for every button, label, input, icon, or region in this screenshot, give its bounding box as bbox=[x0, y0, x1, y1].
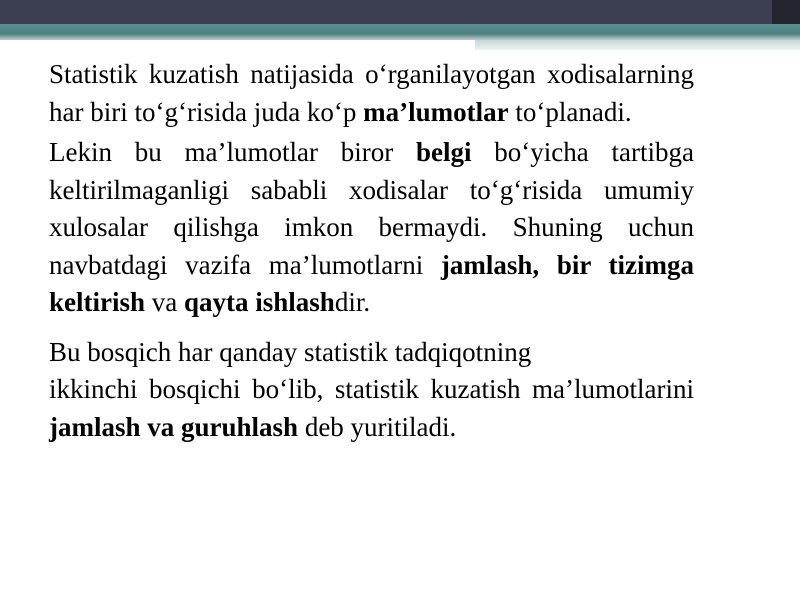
paragraph-second-stage bbox=[49, 371, 694, 446]
paragraph-2-text-1: Lekin bu ma’lumotlar biror bbox=[49, 137, 417, 167]
slide-top-bar bbox=[0, 0, 800, 24]
paragraph-1-text: Statistik kuzatish natijasida o‘rganilayotgan xodisalarning har biri to‘g‘risida juda ko‘p bbox=[49, 59, 694, 127]
paragraph-1-tail: to‘planadi. bbox=[508, 96, 632, 127]
paragraph-stage bbox=[49, 334, 694, 372]
slide-accent-tab bbox=[475, 40, 800, 50]
paragraph-collection bbox=[49, 56, 694, 131]
paragraph-processing bbox=[49, 134, 694, 322]
paragraph-2-bold-belgi: belgi bbox=[416, 137, 472, 167]
paragraph-2-bold-jamlash: jamlash, bir tizimga keltirish bbox=[49, 249, 695, 317]
paragraph-2-bold-qayta-ishlash: qayta ishlash bbox=[184, 287, 335, 317]
paragraph-3-text: Bu bosqich har qanday statistik tadqiqotning bbox=[49, 336, 532, 367]
paragraph-2-text-3: va bbox=[145, 287, 184, 317]
slide-accent-strip bbox=[0, 24, 800, 40]
paragraph-2-text-4: dir. bbox=[334, 287, 371, 317]
paragraph-4-text-1: ikkinchi bosqichi bo‘lib, statistik kuzatish ma’lumotlarini bbox=[49, 374, 694, 404]
paragraph-2-text-2: bo‘yicha tartibga keltirilmaganligi sababli xodisalar to‘g‘risida umumiy xulosalar qilishga imkon bermaydi. Shuning uchun navbatdagi vazifa ma’lumotlarni bbox=[49, 137, 694, 280]
paragraph-1-bold-malumotlar: ma’lumotlar bbox=[363, 96, 509, 127]
paragraph-4-text-2: deb yuritiladi. bbox=[298, 411, 457, 442]
slide-body bbox=[49, 56, 694, 446]
paragraph-4-bold-jamlash-guruhlash: jamlash va guruhlash bbox=[49, 411, 299, 442]
